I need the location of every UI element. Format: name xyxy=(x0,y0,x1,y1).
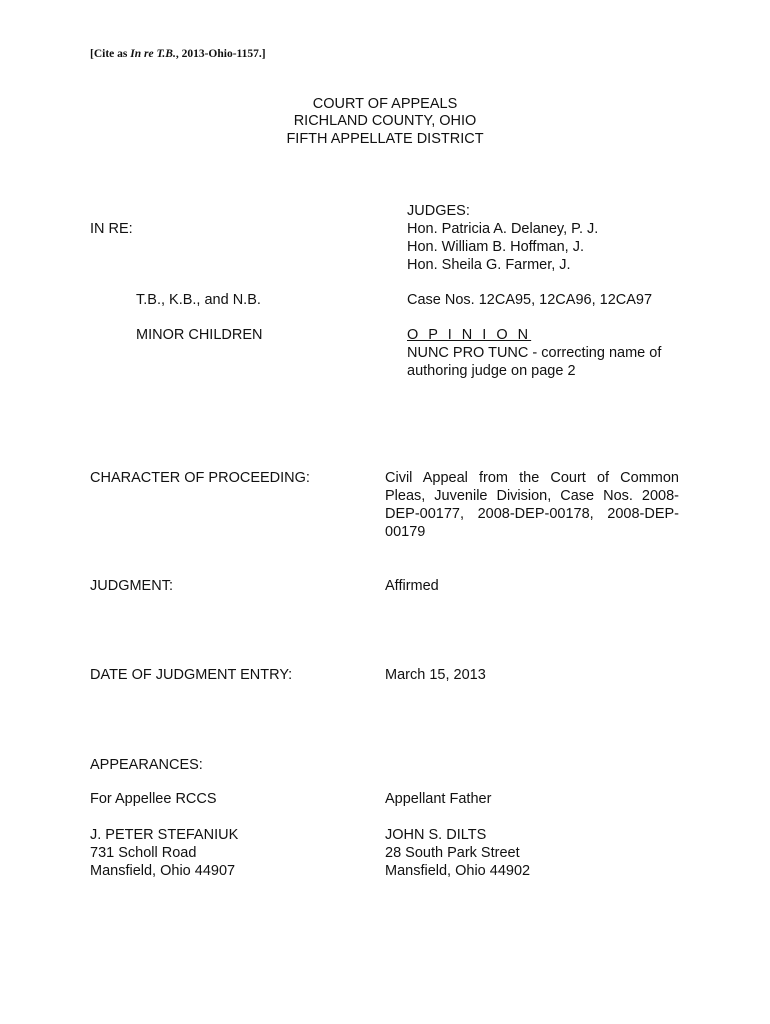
appellant-role: Appellant Father xyxy=(385,791,492,807)
date-entry-value: March 15, 2013 xyxy=(385,667,486,683)
judgment-value: Affirmed xyxy=(385,578,439,594)
date-entry-label: DATE OF JUDGMENT ENTRY: xyxy=(90,667,293,683)
opinion-note-line-1: NUNC PRO TUNC - correcting name of xyxy=(407,345,662,361)
opinion-note-line-2: authoring judge on page 2 xyxy=(407,363,576,379)
judgment-label: JUDGMENT: xyxy=(90,578,173,594)
court-county: RICHLAND COUNTY, OHIO xyxy=(293,113,477,129)
judges-heading: JUDGES: xyxy=(407,203,470,219)
appearances-heading: APPEARANCES: xyxy=(90,757,203,773)
citation-case-name: In re T.B. xyxy=(130,48,176,60)
citation-line xyxy=(90,45,266,63)
court-district: FIFTH APPELLATE DISTRICT xyxy=(286,131,484,147)
opinion-title: O P I N I O N xyxy=(407,327,532,343)
case-numbers: Case Nos. 12CA95, 12CA96, 12CA97 xyxy=(407,292,653,308)
appellant-address-1: 28 South Park Street xyxy=(385,845,520,861)
appellant-counsel-name: JOHN S. DILTS xyxy=(385,827,487,843)
judge-3: Hon. Sheila G. Farmer, J. xyxy=(407,257,571,273)
parties: T.B., K.B., and N.B. xyxy=(136,292,261,308)
court-name: COURT OF APPEALS xyxy=(312,96,458,112)
citation-suffix: , 2013-Ohio-1157.] xyxy=(175,48,266,60)
appellant-address-2: Mansfield, Ohio 44902 xyxy=(385,863,531,879)
proceeding-value: Civil Appeal from the Court of Common Pleas, Juvenile Division, Case Nos. 2008-DEP-00177, 2008-DEP-00178, 2008-DEP-00179 xyxy=(385,470,679,540)
minor-children: MINOR CHILDREN xyxy=(136,327,263,343)
judge-2: Hon. William B. Hoffman, J. xyxy=(407,239,585,255)
appellee-counsel-name: J. PETER STEFANIUK xyxy=(90,827,239,843)
appellee-address-2: Mansfield, Ohio 44907 xyxy=(90,863,236,879)
proceeding-label: CHARACTER OF PROCEEDING: xyxy=(90,470,310,486)
appellee-role: For Appellee RCCS xyxy=(90,791,217,807)
citation-prefix: [Cite as xyxy=(90,48,131,60)
appellee-address-1: 731 Scholl Road xyxy=(90,845,197,861)
judge-1: Hon. Patricia A. Delaney, P. J. xyxy=(407,221,599,237)
in-re-label: IN RE: xyxy=(90,221,133,237)
